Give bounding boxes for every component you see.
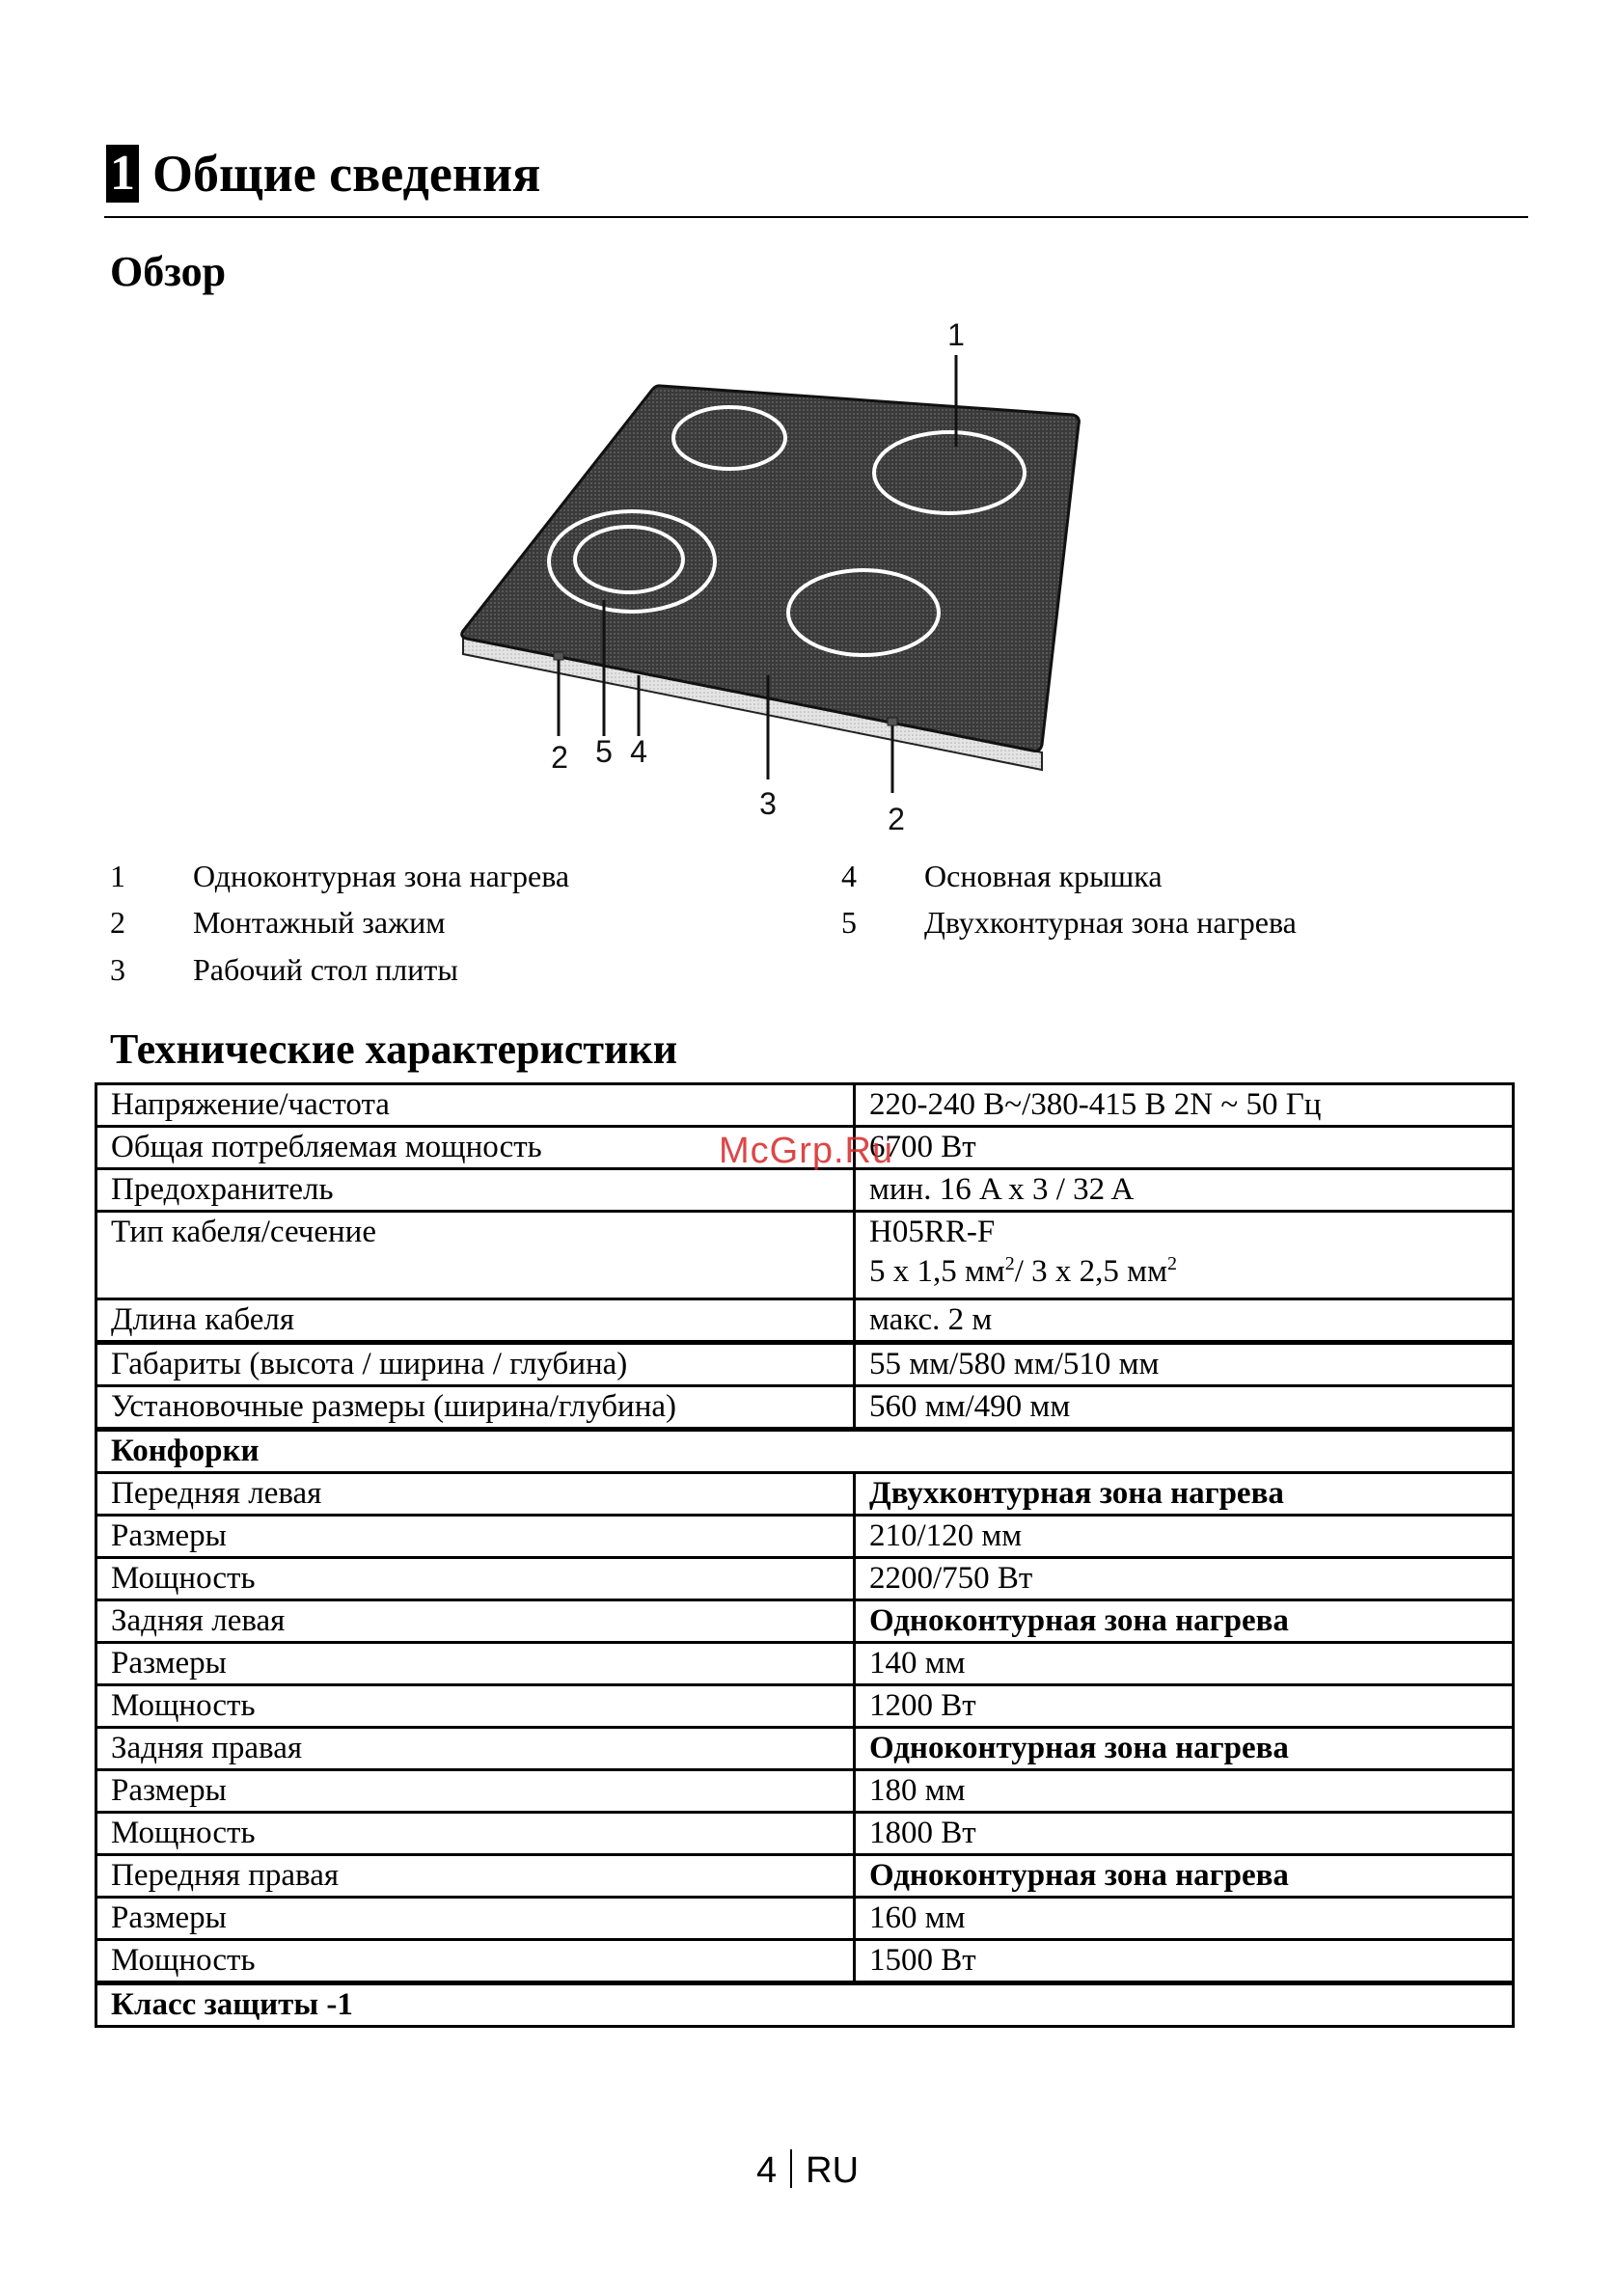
spec-value: 1200 Вт bbox=[855, 1685, 1514, 1728]
spec-label: Установочные размеры (ширина/глубина) bbox=[96, 1386, 855, 1430]
spec-value: 2200/750 Вт bbox=[855, 1558, 1514, 1600]
spec-label: Задняя левая bbox=[96, 1600, 855, 1643]
table-row bbox=[96, 1516, 1514, 1558]
legend-text: Монтажный зажим bbox=[193, 905, 446, 940]
chapter-number: 1 bbox=[106, 145, 139, 203]
spec-label: Предохранитель bbox=[96, 1169, 855, 1212]
table-row bbox=[96, 1728, 1514, 1770]
spec-value: мин. 16 A x 3 / 32 A bbox=[855, 1169, 1514, 1212]
legend-num: 4 bbox=[841, 859, 857, 893]
callout-5: 5 bbox=[595, 734, 613, 769]
legend-num: 2 bbox=[110, 905, 125, 940]
spec-label: Габариты (высота / ширина / глубина) bbox=[96, 1343, 855, 1386]
spec-label: Размеры bbox=[96, 1770, 855, 1813]
callout-2-left: 2 bbox=[551, 740, 568, 775]
chapter-title: Общие сведения bbox=[152, 145, 541, 203]
spec-value: 220-240 В~/380-415 В 2N ~ 50 Гц bbox=[855, 1084, 1514, 1127]
spec-label: Мощность bbox=[96, 1940, 855, 1983]
spec-label: Мощность bbox=[96, 1813, 855, 1855]
callout-3: 3 bbox=[759, 786, 777, 821]
table-section-row bbox=[96, 1430, 1514, 1473]
table-row bbox=[96, 1473, 1514, 1516]
table-row bbox=[96, 1940, 1514, 1983]
table-row bbox=[96, 1685, 1514, 1728]
spec-value: 140 мм bbox=[855, 1643, 1514, 1685]
page-language: RU bbox=[806, 2150, 860, 2191]
legend-text: Основная крышка bbox=[924, 859, 1163, 893]
table-row bbox=[96, 1643, 1514, 1685]
spec-label: Размеры bbox=[96, 1516, 855, 1558]
spec-value: 55 мм/580 мм/510 мм bbox=[855, 1343, 1514, 1386]
spec-label: Мощность bbox=[96, 1558, 855, 1600]
clamp-right bbox=[888, 718, 897, 725]
table-row bbox=[96, 1558, 1514, 1600]
spec-value: Одноконтурная зона нагрева bbox=[855, 1728, 1514, 1770]
table-row bbox=[96, 1770, 1514, 1813]
spec-value: 1500 Вт bbox=[855, 1940, 1514, 1983]
cable-section-b: / 3 x 2,5 мм bbox=[1014, 1254, 1167, 1289]
specs-heading: Технические характеристики bbox=[110, 1025, 678, 1073]
spec-value: 180 мм bbox=[855, 1770, 1514, 1813]
table-row bbox=[96, 1813, 1514, 1855]
spec-label: Размеры bbox=[96, 1898, 855, 1940]
spec-label: Передняя левая bbox=[96, 1473, 855, 1516]
legend-left bbox=[110, 859, 785, 1003]
spec-value: 1800 Вт bbox=[855, 1813, 1514, 1855]
spec-value: 6700 Вт bbox=[855, 1127, 1514, 1169]
spec-label: Длина кабеля bbox=[96, 1299, 855, 1343]
cable-section bbox=[869, 1252, 1498, 1298]
table-row bbox=[96, 1299, 1514, 1343]
spec-value: Одноконтурная зона нагрева bbox=[855, 1600, 1514, 1643]
cable-type: H05RR-F bbox=[869, 1215, 996, 1249]
spec-label: Задняя правая bbox=[96, 1728, 855, 1770]
cable-section-sup2: 2 bbox=[1166, 1253, 1177, 1274]
legend-right bbox=[841, 859, 1517, 955]
spec-value: 160 мм bbox=[855, 1898, 1514, 1940]
spec-label: Размеры bbox=[96, 1643, 855, 1685]
table-row bbox=[96, 1212, 1514, 1299]
table-row bbox=[96, 1343, 1514, 1386]
chapter-rule bbox=[104, 216, 1528, 218]
spec-label: Общая потребляемая мощность bbox=[96, 1127, 855, 1169]
spec-label: Напряжение/частота bbox=[96, 1084, 855, 1127]
callout-1: 1 bbox=[947, 317, 965, 352]
legend-text: Двухконтурная зона нагрева bbox=[924, 905, 1297, 940]
footer-separator bbox=[790, 2149, 792, 2188]
table-row bbox=[96, 1898, 1514, 1940]
chapter-heading bbox=[106, 145, 540, 203]
page-number: 4 bbox=[755, 2150, 778, 2191]
spec-label: Передняя правая bbox=[96, 1855, 855, 1898]
legend-num: 1 bbox=[110, 859, 125, 893]
cooktop-diagram bbox=[424, 309, 1158, 849]
spec-value: макс. 2 м bbox=[855, 1299, 1514, 1343]
spec-value: 560 мм/490 мм bbox=[855, 1386, 1514, 1430]
legend-text: Одноконтурная зона нагрева bbox=[193, 859, 570, 893]
table-row bbox=[96, 1600, 1514, 1643]
table-row bbox=[96, 1084, 1514, 1127]
table-section-row bbox=[96, 1983, 1514, 2027]
spec-label: Мощность bbox=[96, 1685, 855, 1728]
callout-2-right: 2 bbox=[888, 802, 905, 836]
table-row bbox=[96, 1169, 1514, 1212]
spec-value: 210/120 мм bbox=[855, 1516, 1514, 1558]
spec-value-cable bbox=[855, 1212, 1514, 1299]
legend-num: 3 bbox=[110, 952, 125, 987]
cable-section-sup1: 2 bbox=[1004, 1253, 1015, 1274]
cooktop-glass bbox=[462, 386, 1080, 752]
spec-value: Двухконтурная зона нагрева bbox=[855, 1473, 1514, 1516]
cable-section-a: 5 x 1,5 мм bbox=[869, 1254, 1005, 1289]
table-row bbox=[96, 1386, 1514, 1430]
legend-num: 5 bbox=[841, 905, 857, 940]
spec-label: Тип кабеля/сечение bbox=[96, 1212, 855, 1299]
section-label: Конфорки bbox=[96, 1430, 1514, 1473]
clamp-left bbox=[554, 652, 563, 660]
spec-value: Одноконтурная зона нагрева bbox=[855, 1855, 1514, 1898]
page-footer bbox=[0, 2149, 1615, 2192]
overview-heading: Обзор bbox=[110, 248, 227, 295]
callout-4: 4 bbox=[630, 734, 647, 769]
legend-text: Рабочий стол плиты bbox=[193, 952, 458, 987]
specs-table bbox=[95, 1082, 1515, 2028]
table-row bbox=[96, 1855, 1514, 1898]
section-label: Класс защиты -1 bbox=[96, 1983, 1514, 2027]
watermark: McGrp.Ru bbox=[719, 1131, 894, 1171]
